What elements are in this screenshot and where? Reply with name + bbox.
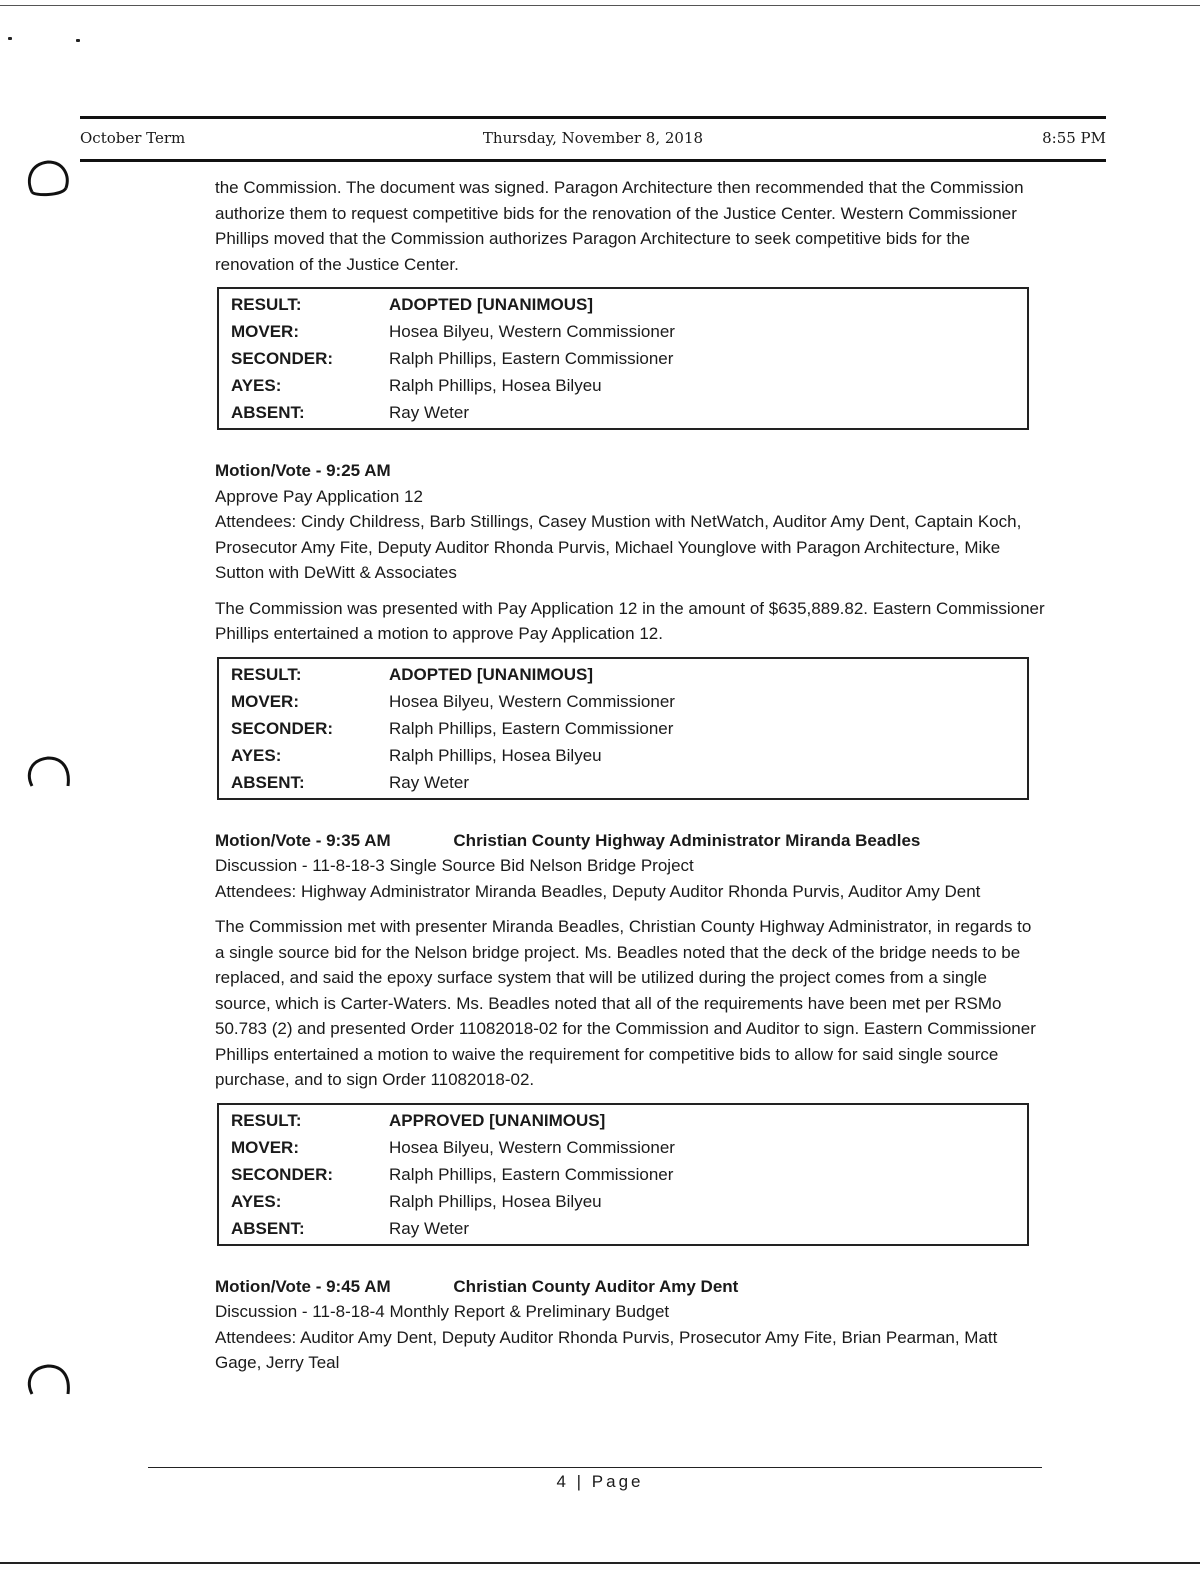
vote-row-mover (231, 1134, 1027, 1161)
vote-table (217, 1103, 1029, 1246)
vote-seconder: Ralph Phillips, Eastern Commissioner (389, 1164, 674, 1184)
motion-presenter: Christian County Highway Administrator Miranda Beadles (453, 830, 921, 850)
vote-row-seconder (231, 1161, 1027, 1188)
vote-row-ayes (231, 372, 1027, 399)
vote-mover: Hosea Bilyeu, Western Commissioner (389, 1137, 675, 1157)
vote-absent: Ray Weter (389, 1218, 469, 1238)
scan-speck (76, 39, 80, 42)
motion-body: The Commission was presented with Pay Application 12 in the amount of $635,889.82. Eastern Commissioner Phillips entertained a motion to approve Pay Application 12. (215, 598, 1045, 643)
footer-rule (148, 1467, 1042, 1468)
vote-row-ayes (231, 1188, 1027, 1215)
vote-ayes: Ralph Phillips, Hosea Bilyeu (389, 376, 602, 395)
vote-result: ADOPTED [UNANIMOUS] (389, 664, 593, 684)
vote-ayes: Ralph Phillips, Hosea Bilyeu (389, 745, 602, 765)
vote-label: SECONDER: (231, 349, 334, 368)
vote-label: AYES: (231, 745, 282, 765)
vote-mover: Hosea Bilyeu, Western Commissioner (389, 322, 675, 341)
vote-label: MOVER: (231, 1137, 299, 1157)
vote-mover: Hosea Bilyeu, Western Commissioner (389, 691, 675, 711)
vote-ayes: Ralph Phillips, Hosea Bilyeu (389, 1191, 602, 1211)
vote-seconder: Ralph Phillips, Eastern Commissioner (389, 718, 674, 738)
vote-result: APPROVED [UNANIMOUS] (389, 1110, 606, 1130)
header-term: October Term (80, 129, 186, 147)
motion-item: Approve Pay Application 12 (215, 486, 423, 506)
header-date: Thursday, November 8, 2018 (482, 129, 704, 147)
vote-absent: Ray Weter (389, 403, 469, 422)
vote-row-mover (231, 688, 1027, 715)
motion-item: Discussion - 11-8-18-3 Single Source Bid Nelson Bridge Project (215, 856, 694, 875)
scan-edge-top (0, 5, 1200, 6)
vote-absent: Ray Weter (389, 772, 469, 792)
scan-edge-bottom (0, 1562, 1200, 1564)
vote-label: ABSENT: (231, 403, 305, 422)
motion-heading (215, 1274, 1045, 1300)
vote-row-result (231, 661, 1027, 688)
motion-body: The Commission met with presenter Miranda Beadles, Christian County Highway Administrator, in regards to a single source bid for the Nelson bridge project. Ms. Beadles noted that the deck of the bridge needs to be replaced, and said the epoxy surface system that will be utilized during the project comes from a single source, which is Carter-Waters. Ms. Beadles noted that all of the requirements have been met per RSMo 50.783 (2) and presented Order 11082018-02 for the Commission and Auditor to sign. Eastern Commissioner Phillips entertained a motion to waive the requirement for competitive bids to allow for said single source purchase, and to sign Order 11082018-02. (215, 917, 1036, 1089)
vote-result: ADOPTED [UNANIMOUS] (389, 295, 593, 314)
vote-label: AYES: (231, 1191, 282, 1211)
motion-heading (215, 828, 1045, 854)
vote-row-ayes (231, 742, 1027, 769)
vote-row-result (231, 291, 1027, 318)
intro-paragraph: the Commission. The document was signed. Paragon Architecture then recommended that the Commission authorize them to request competitive bids for the renovation of the Justice Center. Western Commissioner Phillips moved that the Commission authorizes Paragon Architecture to seek competitive bids for the renovation of the Justice Center. (215, 178, 1024, 274)
vote-label: AYES: (231, 376, 282, 395)
vote-label: ABSENT: (231, 1218, 305, 1238)
binder-hole-icon (24, 158, 72, 198)
binder-hole-icon (24, 1360, 72, 1400)
binder-hole-icon (24, 752, 72, 792)
vote-row-absent (231, 769, 1027, 796)
motion-time: Motion/Vote - 9:45 AM (215, 1276, 391, 1296)
motion-time: Motion/Vote - 9:35 AM (215, 830, 391, 850)
vote-label: RESULT: (231, 295, 302, 314)
vote-seconder: Ralph Phillips, Eastern Commissioner (389, 349, 674, 368)
vote-table (217, 287, 1029, 430)
vote-row-result (231, 1107, 1027, 1134)
header-time: 8:55 PM (1042, 129, 1106, 147)
vote-label: RESULT: (231, 1110, 302, 1130)
vote-table (217, 657, 1029, 800)
minutes-body (215, 175, 1045, 1386)
vote-row-seconder (231, 345, 1027, 372)
motion-presenter: Christian County Auditor Amy Dent (453, 1276, 739, 1296)
page-number: 4 | Page (556, 1472, 644, 1491)
vote-label: SECONDER: (231, 1164, 334, 1184)
vote-row-absent (231, 1215, 1027, 1242)
motion-heading (215, 458, 1045, 484)
motion-time: Motion/Vote - 9:25 AM (215, 461, 391, 480)
vote-label: MOVER: (231, 322, 299, 341)
motion-attendees: Attendees: Highway Administrator Miranda Beadles, Deputy Auditor Rhonda Purvis, Auditor Amy Dent (215, 881, 981, 901)
vote-label: MOVER: (231, 691, 299, 711)
motion-attendees: Attendees: Cindy Childress, Barb Stillings, Casey Mustion with NetWatch, Auditor Amy Dent, Captain Koch, Prosecutor Amy Fite, Deputy Auditor Rhonda Purvis, Michael Younglove with Paragon Architecture, Mike Sutton with DeWitt & Associates (215, 512, 1022, 582)
vote-row-absent (231, 399, 1027, 426)
motion-item: Discussion - 11-8-18-4 Monthly Report & Preliminary Budget (215, 1302, 670, 1321)
page-header (80, 116, 1106, 162)
vote-row-mover (231, 318, 1027, 345)
vote-label: ABSENT: (231, 772, 305, 792)
scan-speck (8, 37, 12, 40)
vote-row-seconder (231, 715, 1027, 742)
vote-label: RESULT: (231, 664, 302, 684)
vote-label: SECONDER: (231, 718, 334, 738)
motion-attendees: Attendees: Auditor Amy Dent, Deputy Auditor Rhonda Purvis, Prosecutor Amy Fite, Brian Pearman, Matt Gage, Jerry Teal (215, 1327, 998, 1372)
